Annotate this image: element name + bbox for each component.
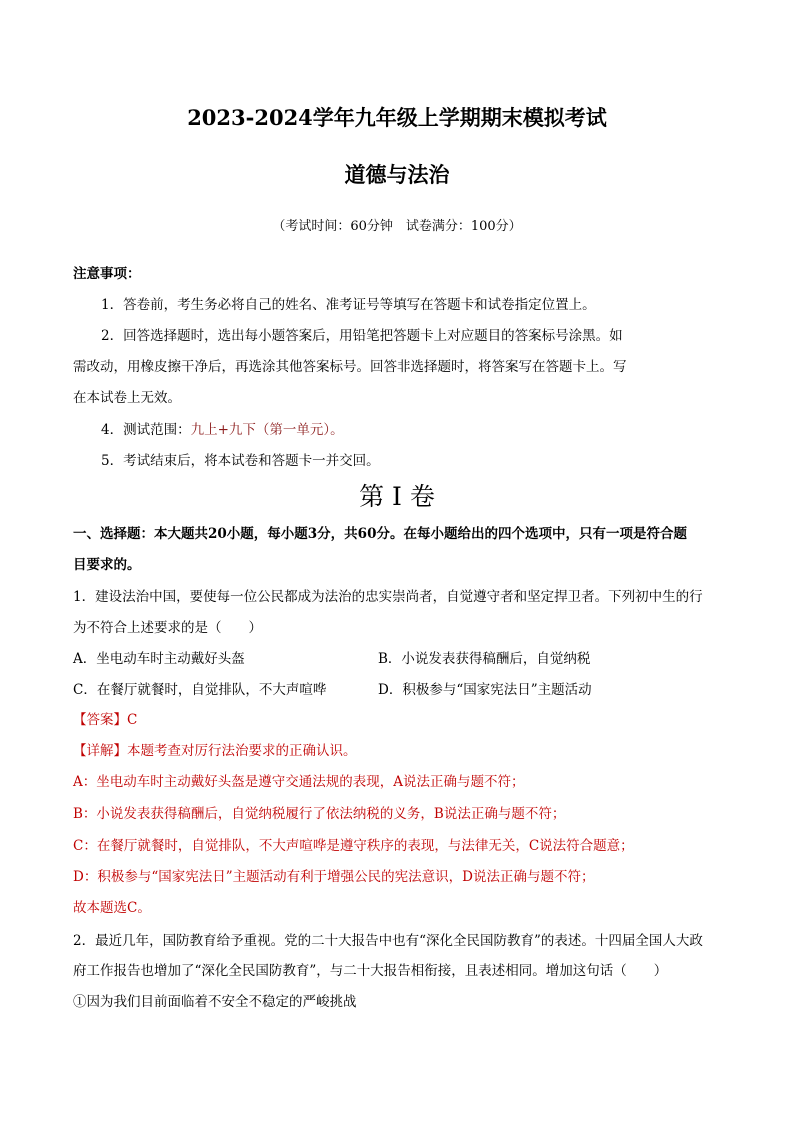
notice-item-5: 5．考试结束后，将本试卷和答题卡一并交回。 <box>101 453 380 469</box>
exam-info: （考试时间：60分钟 试卷满分：100分） <box>272 219 522 234</box>
q1-explanation-a: A：坐电动车时主动戴好头盔是遵守交通法规的表现，A说法正确与题不符； <box>73 774 525 790</box>
subject-title: 道德与法治 <box>344 162 450 187</box>
q2-stem-line-2: 府工作报告也增加了“深化全民国防教育”，与二十大报告相衔接，且表述相同。增加这句话（ ） <box>73 963 668 979</box>
q1-option-b: B．小说发表获得稿酬后，自觉纳税 <box>378 651 591 667</box>
q1-option-d: D．积极参与“国家宪法日”主题活动 <box>378 682 592 698</box>
q1-detail: 【详解】本题考查对厉行法治要求的正确认识。 <box>73 743 357 759</box>
q1-option-a: A．坐电动车时主动戴好头盔 <box>73 651 245 667</box>
q1-explanation-c: C：在餐厅就餐时，自觉排队，不大声喧哗是遵守秩序的表现，与法律无关，C说法符合题意； <box>73 838 634 854</box>
q1-answer: 【答案】C <box>73 712 138 728</box>
part1-instructions-line-1: 一、选择题：本大题共20小题，每小题3分，共60分。在每小题给出的四个选项中，只有一项是符合题 <box>73 526 687 542</box>
notice-item-2-line-3: 在本试卷上无效。 <box>73 390 181 406</box>
notice-item-4 <box>101 421 344 439</box>
q1-option-c: C．在餐厅就餐时，自觉排队，不大声喧哗 <box>73 682 327 698</box>
q1-stem-line-2: 为不符合上述要求的是（ ） <box>73 620 262 636</box>
notice-item-4-prefix: 4．测试范围： <box>101 422 191 438</box>
q1-conclusion: 故本题选C。 <box>73 900 151 916</box>
test-range: 九上+九下（第一单元）。 <box>190 422 344 438</box>
q1-explanation-d: D：积极参与“国家宪法日”主题活动有利于增强公民的宪法意识，D说法正确与题不符； <box>73 869 595 885</box>
notice-item-1: 1．答卷前，考生务必将自己的姓名、准考证号等填写在答题卡和试卷指定位置上。 <box>101 297 596 313</box>
q2-stem-line-1: 2．最近几年，国防教育给予重视。党的二十大报告中也有“深化全民国防教育”的表述。十四届全国人大政 <box>73 933 703 949</box>
q1-explanation-b: B：小说发表获得稿酬后，自觉纳税履行了依法纳税的义务，B说法正确与题不符； <box>73 806 566 822</box>
notice-item-2-line-1: 2．回答选择题时，选出每小题答案后，用铅笔把答题卡上对应题目的答案标号涂黑。如 <box>101 328 623 344</box>
q1-stem-line-1: 1．建设法治中国，要使每一位公民都成为法治的忠实崇尚者，自觉遵守者和坚定捍卫者。下列初中生的行 <box>73 589 703 605</box>
q2-item-1: ①因为我们目前面临着不安全不稳定的严峻挑战 <box>73 994 357 1010</box>
exam-title: 2023-2024学年九年级上学期期末模拟考试 <box>187 105 607 130</box>
volume-title: 第 I 卷 <box>359 482 435 511</box>
part1-instructions-line-2: 目要求的。 <box>73 557 141 573</box>
notice-heading: 注意事项： <box>73 266 141 282</box>
notice-item-2-line-2: 需改动，用橡皮擦干净后，再选涂其他答案标号。回答非选择题时，将答案写在答题卡上。写 <box>73 359 627 375</box>
